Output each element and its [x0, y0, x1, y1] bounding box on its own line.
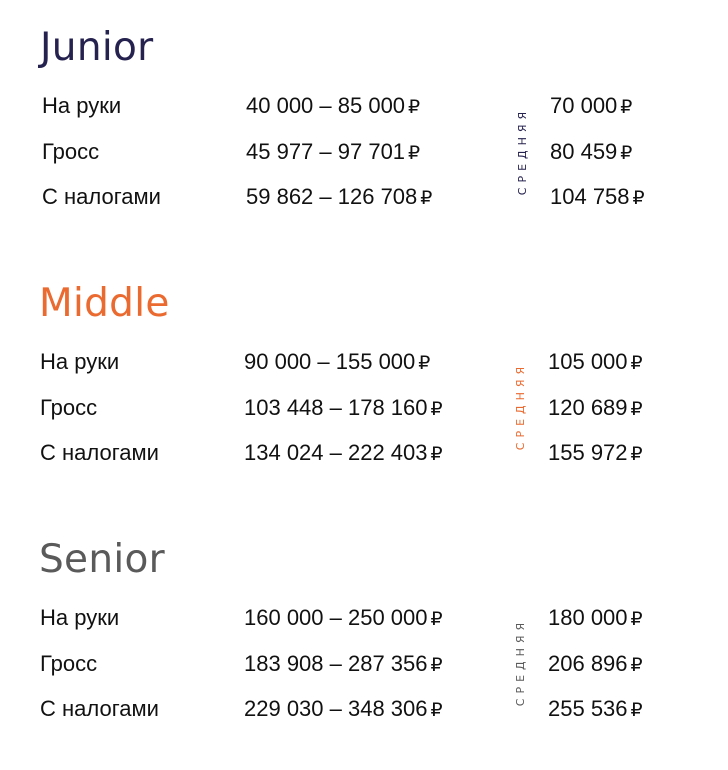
- level-title: Senior: [39, 537, 165, 582]
- row-label-net: На руки: [42, 93, 122, 118]
- row-avg-net: 70 000 ₽: [550, 93, 633, 118]
- row-range-with-taxes: 59 862 – 126 708 ₽: [246, 184, 433, 209]
- row-label-with-taxes: С налогами: [40, 440, 159, 465]
- ruble-sign: ₽: [430, 609, 443, 630]
- ruble-sign: ₽: [430, 444, 443, 465]
- ruble-sign: ₽: [630, 609, 643, 630]
- row-range-gross: 183 908 – 287 356 ₽: [244, 651, 443, 676]
- row-avg-with-taxes: 155 972 ₽: [548, 440, 643, 465]
- row-avg-with-taxes: 255 536 ₽: [548, 696, 643, 721]
- ruble-sign: ₽: [632, 188, 645, 209]
- ruble-sign: ₽: [430, 399, 443, 420]
- row-avg-gross: 206 896 ₽: [548, 651, 643, 676]
- row-label-net: На руки: [40, 349, 120, 374]
- row-label-with-taxes: С налогами: [42, 184, 161, 209]
- ruble-sign: ₽: [630, 444, 643, 465]
- row-avg-gross: 80 459 ₽: [550, 139, 633, 164]
- level-title: Junior: [40, 25, 154, 70]
- ruble-sign: ₽: [418, 353, 431, 374]
- ruble-sign: ₽: [630, 399, 643, 420]
- row-range-with-taxes: 229 030 – 348 306 ₽: [244, 696, 443, 721]
- row-range-net: 160 000 – 250 000 ₽: [244, 605, 443, 630]
- row-label-gross: Гросс: [40, 395, 98, 420]
- row-label-with-taxes: С налогами: [40, 696, 159, 721]
- row-range-net: 40 000 – 85 000 ₽: [246, 93, 421, 118]
- row-avg-gross: 120 689 ₽: [548, 395, 643, 420]
- ruble-sign: ₽: [630, 353, 643, 374]
- ruble-sign: ₽: [408, 143, 421, 164]
- row-avg-net: 105 000 ₽: [548, 349, 643, 374]
- ruble-sign: ₽: [630, 655, 643, 676]
- row-label-net: На руки: [40, 605, 120, 630]
- row-range-net: 90 000 – 155 000 ₽: [244, 349, 431, 374]
- row-range-gross: 103 448 – 178 160 ₽: [244, 395, 443, 420]
- ruble-sign: ₽: [420, 188, 433, 209]
- row-avg-with-taxes: 104 758 ₽: [550, 184, 645, 209]
- average-vertical-label: СРЕДНЯЯ: [514, 617, 527, 707]
- ruble-sign: ₽: [430, 655, 443, 676]
- ruble-sign: ₽: [620, 143, 633, 164]
- row-label-gross: Гросс: [42, 139, 100, 164]
- ruble-sign: ₽: [408, 97, 421, 118]
- ruble-sign: ₽: [430, 700, 443, 721]
- average-vertical-label: СРЕДНЯЯ: [514, 361, 527, 451]
- average-vertical-label: СРЕДНЯЯ: [516, 106, 529, 196]
- level-title: Middle: [39, 281, 170, 326]
- row-avg-net: 180 000 ₽: [548, 605, 643, 630]
- row-label-gross: Гросс: [40, 651, 98, 676]
- ruble-sign: ₽: [620, 97, 633, 118]
- row-range-gross: 45 977 – 97 701 ₽: [246, 139, 421, 164]
- row-range-with-taxes: 134 024 – 222 403 ₽: [244, 440, 443, 465]
- ruble-sign: ₽: [630, 700, 643, 721]
